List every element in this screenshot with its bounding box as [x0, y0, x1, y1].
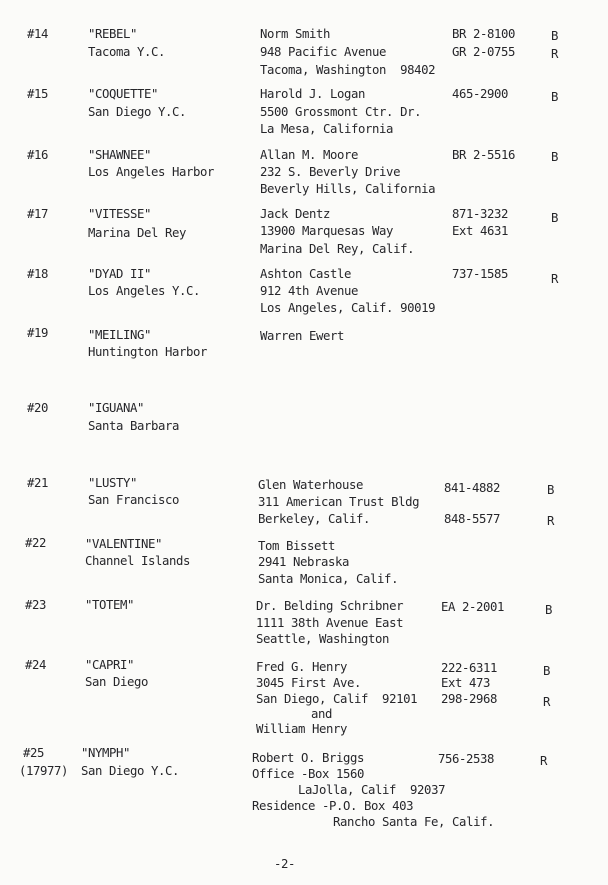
address-line: La Mesa, California — [260, 122, 394, 136]
owner-name: Glen Waterhouse — [258, 478, 364, 492]
yacht-club: Los Angeles Harbor — [88, 165, 215, 179]
address-line: Santa Monica, Calif. — [258, 572, 399, 586]
address-line: San Diego, Calif 92101 — [256, 692, 418, 706]
owner-name: Robert O. Briggs — [252, 751, 365, 765]
address-line: 311 American Trust Bldg — [258, 495, 420, 509]
yacht-club: Los Angeles Y.C. — [88, 284, 201, 298]
address-conjunction: and — [311, 707, 333, 721]
phone-code: R — [551, 272, 559, 286]
address-line: 2941 Nebraska — [258, 555, 350, 569]
entry-number: #25 — [23, 746, 45, 760]
phone-code: B — [545, 603, 553, 617]
address-line: Berkeley, Calif. — [258, 512, 371, 526]
phone-number: 848-5577 — [444, 512, 501, 526]
yacht-club: Santa Barbara — [88, 419, 180, 433]
phone-code: R — [551, 47, 559, 61]
yacht-name: "DYAD II" — [88, 267, 152, 281]
phone-number: EA 2-2001 — [441, 600, 505, 614]
address-line: Tacoma, Washington 98402 — [260, 63, 436, 77]
address-line: Seattle, Washington — [256, 632, 390, 646]
address-line: 232 S. Beverly Drive — [260, 165, 401, 179]
address-line: 912 4th Avenue — [260, 284, 359, 298]
phone-number: 737-1585 — [452, 267, 509, 281]
entry-number: #17 — [27, 207, 49, 221]
entry-number: #22 — [25, 536, 47, 550]
phone-code: R — [547, 514, 555, 528]
phone-code: B — [551, 211, 559, 225]
yacht-club: San Diego Y.C. — [88, 105, 187, 119]
entry-number: #20 — [27, 401, 49, 415]
address-line: LaJolla, Calif 92037 — [298, 783, 446, 797]
owner-name: Tom Bissett — [258, 539, 336, 553]
entry-number: #18 — [27, 267, 49, 281]
yacht-club: San Francisco — [88, 493, 180, 507]
owner-name: Ashton Castle — [260, 267, 352, 281]
address-line: 948 Pacific Avenue — [260, 45, 387, 59]
entry-number: #14 — [27, 27, 49, 41]
phone-number: 465-2900 — [452, 87, 509, 101]
address-line: 3045 First Ave. — [256, 676, 362, 690]
phone-code: R — [543, 695, 551, 709]
yacht-club: San Diego — [85, 675, 149, 689]
yacht-club: Marina Del Rey — [88, 226, 187, 240]
second-owner-name: William Henry — [256, 722, 348, 736]
yacht-club: Channel Islands — [85, 554, 191, 568]
phone-number: BR 2-5516 — [452, 148, 516, 162]
phone-number: 756-2538 — [438, 752, 495, 766]
yacht-name: "REBEL" — [88, 27, 138, 41]
address-line: Residence -P.O. Box 403 — [252, 799, 414, 813]
yacht-name: "LUSTY" — [88, 476, 138, 490]
entry-number: #23 — [25, 598, 47, 612]
phone-code: B — [551, 29, 559, 43]
phone-code: R — [540, 754, 548, 768]
yacht-club: San Diego Y.C. — [81, 764, 180, 778]
phone-code: B — [551, 90, 559, 104]
yacht-name: "NYMPH" — [81, 746, 131, 760]
yacht-name: "MEILING" — [88, 328, 152, 342]
phone-code: B — [547, 483, 555, 497]
address-line: Marina Del Rey, Calif. — [260, 242, 415, 256]
entry-number: #19 — [27, 326, 49, 340]
yacht-name: "COQUETTE" — [88, 87, 159, 101]
yacht-name: "CAPRI" — [85, 658, 135, 672]
phone-number: GR 2-0755 — [452, 45, 516, 59]
page-number: -2- — [274, 857, 296, 871]
yacht-name: "VITESSE" — [88, 207, 152, 221]
address-line: Rancho Santa Fe, Calif. — [333, 815, 495, 829]
yacht-name: "VALENTINE" — [85, 537, 163, 551]
phone-extension: Ext 473 — [441, 676, 491, 690]
yacht-club: Huntington Harbor — [88, 345, 208, 359]
phone-code: B — [551, 150, 559, 164]
phone-number: 222-6311 — [441, 661, 498, 675]
owner-name: Warren Ewert — [260, 329, 345, 343]
address-line: 1111 38th Avenue East — [256, 616, 404, 630]
owner-name: Dr. Belding Schribner — [256, 599, 404, 613]
yacht-name: "IGUANA" — [88, 401, 145, 415]
phone-number: BR 2-8100 — [452, 27, 516, 41]
entry-number: #21 — [27, 476, 49, 490]
address-line: 5500 Grossmont Ctr. Dr. — [260, 105, 422, 119]
phone-extension: Ext 4631 — [452, 224, 509, 238]
owner-name: Harold J. Logan — [260, 87, 366, 101]
sail-number: (17977) — [19, 764, 69, 778]
yacht-name: "SHAWNEE" — [88, 148, 152, 162]
yacht-name: "TOTEM" — [85, 598, 135, 612]
phone-number: 871-3232 — [452, 207, 509, 221]
entry-number: #24 — [25, 658, 47, 672]
phone-code: B — [543, 664, 551, 678]
address-line: Office -Box 1560 — [252, 767, 365, 781]
address-line: 13900 Marquesas Way — [260, 224, 394, 238]
owner-name: Fred G. Henry — [256, 660, 348, 674]
owner-name: Jack Dentz — [260, 207, 331, 221]
yacht-club: Tacoma Y.C. — [88, 45, 166, 59]
address-line: Beverly Hills, California — [260, 182, 436, 196]
entry-number: #16 — [27, 148, 49, 162]
address-line: Los Angeles, Calif. 90019 — [260, 301, 436, 315]
phone-number: 298-2968 — [441, 692, 498, 706]
entry-number: #15 — [27, 87, 49, 101]
owner-name: Norm Smith — [260, 27, 331, 41]
owner-name: Allan M. Moore — [260, 148, 359, 162]
phone-number: 841-4882 — [444, 481, 501, 495]
